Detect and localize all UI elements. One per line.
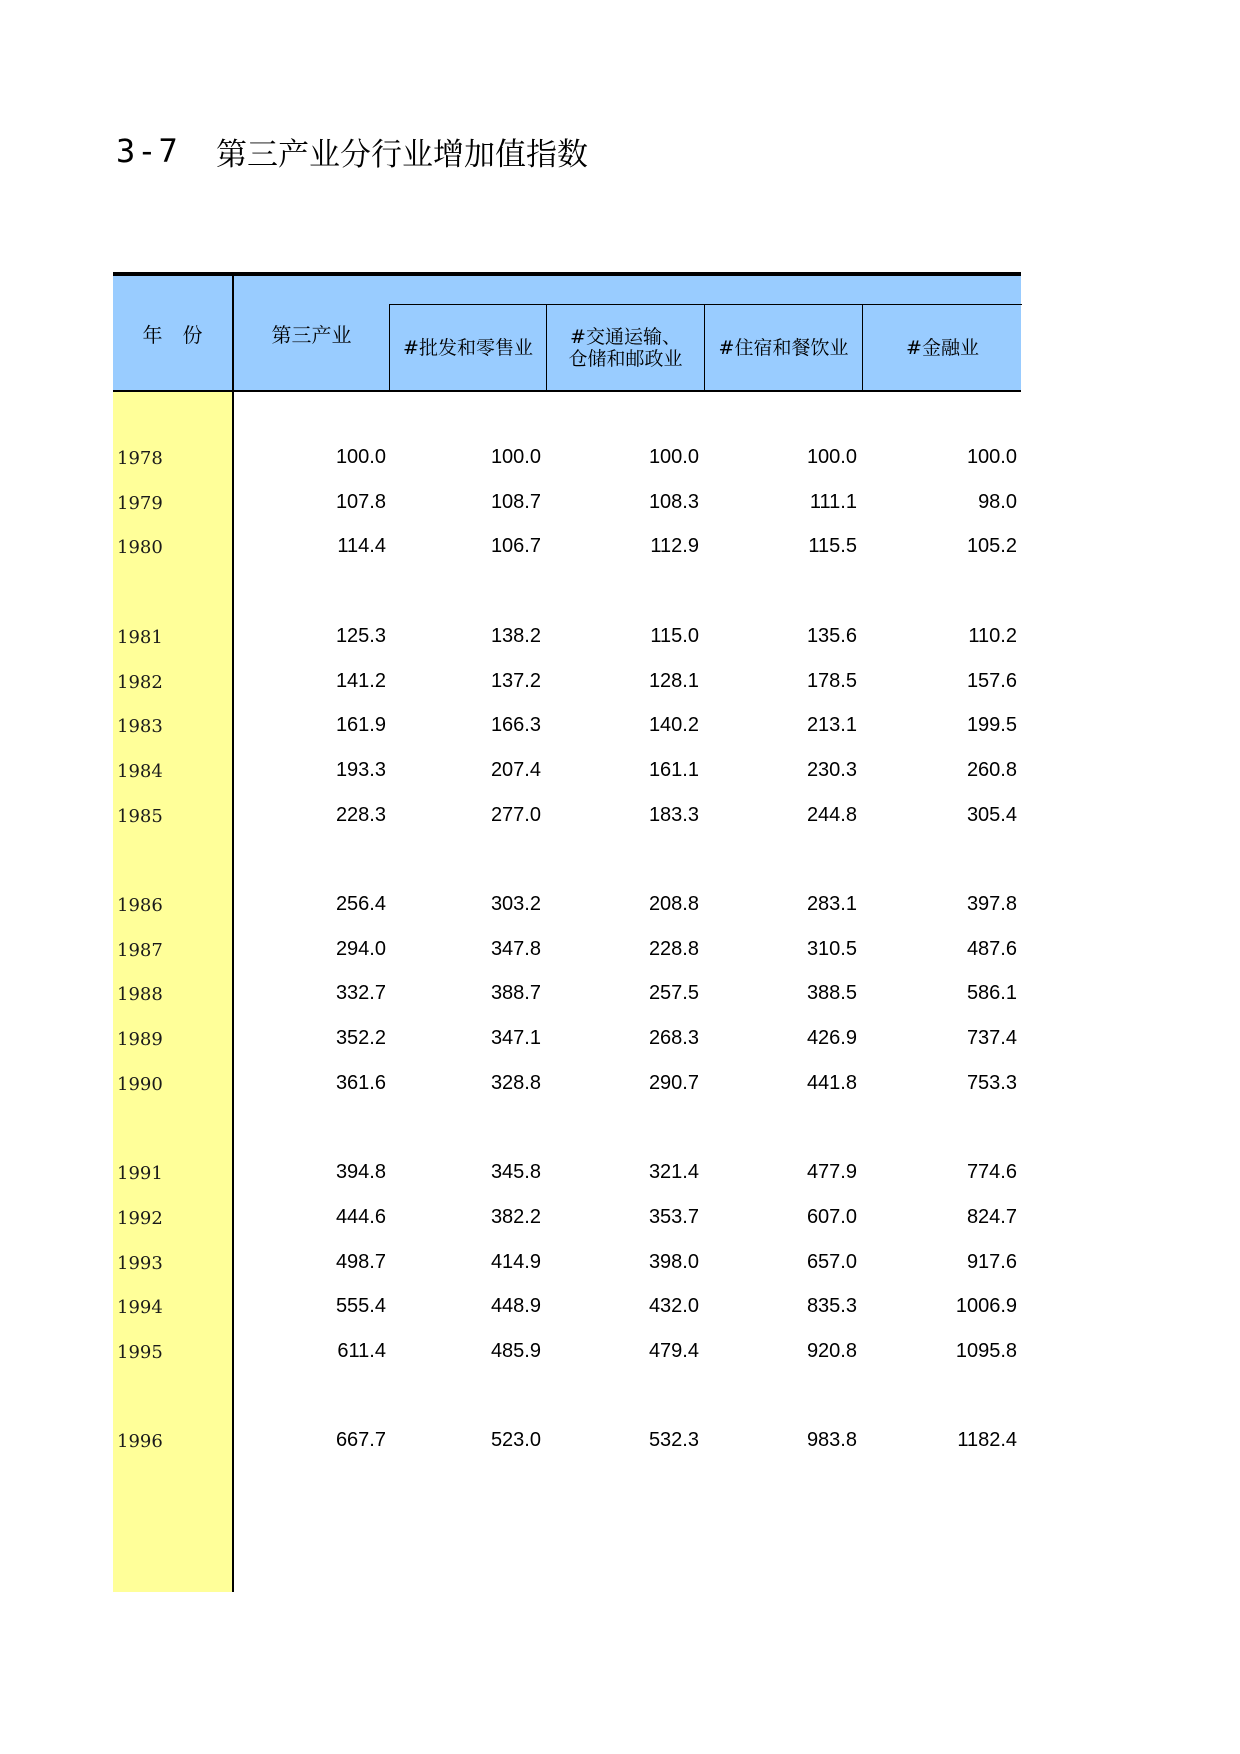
transport-value-cell: 161.1 — [648, 758, 699, 781]
wholesale-value-cell: 303.2 — [490, 893, 541, 915]
tertiary-value-cell: 256.4 — [335, 893, 386, 915]
wholesale-value-cell: 277.0 — [490, 803, 541, 826]
table-row — [113, 1289, 1021, 1329]
year-cell: 1983 — [117, 716, 163, 738]
table-row — [113, 887, 1021, 927]
data-table — [113, 272, 1021, 1592]
finance-value-cell: 100.0 — [966, 446, 1017, 468]
table-row — [113, 485, 1021, 525]
year-cell: 1980 — [117, 537, 163, 559]
table-row — [113, 664, 1021, 704]
tertiary-value-cell: 555.4 — [335, 1295, 386, 1318]
finance-value-cell: 98.0 — [978, 490, 1017, 513]
table-header — [113, 272, 1021, 392]
tertiary-value-cell: 611.4 — [337, 1340, 386, 1362]
transport-value-cell: 257.5 — [648, 982, 699, 1005]
hotels-value-cell: 426.9 — [806, 1027, 857, 1050]
wholesale-value-cell: 448.9 — [490, 1295, 541, 1318]
hotels-value-cell: 388.5 — [806, 982, 857, 1005]
finance-value-cell: 397.8 — [966, 893, 1017, 915]
finance-value-cell: 737.4 — [966, 1027, 1017, 1050]
tertiary-value-cell: 294.0 — [335, 937, 386, 960]
year-cell: 1992 — [117, 1207, 163, 1229]
table-row — [113, 1334, 1021, 1374]
tertiary-value-cell: 114.4 — [337, 535, 386, 558]
wholesale-value-cell: 485.9 — [490, 1340, 541, 1362]
transport-value-cell: 321.4 — [648, 1161, 699, 1184]
finance-value-cell: 1182.4 — [957, 1429, 1017, 1452]
wholesale-value-cell: 137.2 — [490, 669, 541, 692]
hotels-value-cell: 477.9 — [806, 1161, 857, 1184]
hotels-value-cell: 213.1 — [806, 714, 857, 737]
transport-value-cell: 183.3 — [648, 803, 699, 826]
wholesale-value-cell: 414.9 — [490, 1250, 541, 1273]
header-hotels-catering: #住宿和餐饮业 — [704, 304, 862, 391]
year-cell: 1982 — [117, 671, 163, 693]
table-row — [113, 708, 1021, 748]
header-year: 年 份 — [113, 276, 234, 390]
table-body — [113, 392, 1021, 1592]
tertiary-value-cell: 125.3 — [335, 624, 386, 647]
wholesale-value-cell: 207.4 — [490, 758, 541, 781]
table-row — [113, 798, 1021, 838]
hotels-value-cell: 100.0 — [806, 446, 857, 468]
tertiary-value-cell: 100.0 — [335, 446, 386, 468]
finance-value-cell: 110.2 — [968, 624, 1017, 647]
hotels-value-cell: 178.5 — [806, 669, 857, 692]
finance-value-cell: 1095.8 — [955, 1340, 1017, 1362]
transport-value-cell: 290.7 — [648, 1071, 699, 1094]
header-transport-line2: 仓储和邮政业 — [568, 348, 683, 370]
year-cell: 1986 — [117, 895, 163, 916]
header-finance: #金融业 — [862, 304, 1022, 391]
table-row — [113, 619, 1021, 659]
transport-value-cell: 532.3 — [648, 1429, 699, 1452]
finance-value-cell: 753.3 — [966, 1071, 1017, 1094]
finance-value-cell: 824.7 — [966, 1205, 1017, 1228]
wholesale-value-cell: 138.2 — [490, 624, 541, 647]
hotels-value-cell: 310.5 — [806, 937, 857, 960]
hotels-value-cell: 657.0 — [806, 1250, 857, 1273]
transport-value-cell: 115.0 — [650, 624, 699, 647]
year-cell: 1994 — [117, 1297, 163, 1319]
tertiary-value-cell: 394.8 — [335, 1161, 386, 1184]
hotels-value-cell: 920.8 — [806, 1340, 857, 1362]
year-cell: 1985 — [117, 805, 163, 827]
year-cell: 1995 — [117, 1342, 163, 1363]
header-transport — [546, 304, 704, 391]
hotels-value-cell: 835.3 — [806, 1295, 857, 1318]
finance-value-cell: 774.6 — [966, 1161, 1017, 1184]
header-transport-line1: #交通运输、 — [570, 326, 681, 348]
hotels-value-cell: 283.1 — [806, 893, 857, 915]
table-row — [113, 1066, 1021, 1106]
year-cell: 1996 — [117, 1431, 163, 1453]
transport-value-cell: 108.3 — [648, 490, 699, 513]
wholesale-value-cell: 388.7 — [490, 982, 541, 1005]
tertiary-value-cell: 361.6 — [335, 1071, 386, 1094]
year-cell: 1993 — [117, 1252, 163, 1274]
transport-value-cell: 112.9 — [650, 535, 699, 558]
hotels-value-cell: 441.8 — [806, 1071, 857, 1094]
transport-value-cell: 432.0 — [648, 1295, 699, 1318]
hotels-value-cell: 111.1 — [809, 490, 857, 513]
year-cell: 1990 — [117, 1073, 163, 1095]
hotels-value-cell: 115.5 — [808, 535, 857, 558]
tertiary-value-cell: 107.8 — [335, 490, 386, 513]
tertiary-value-cell: 161.9 — [335, 714, 386, 737]
wholesale-value-cell: 106.7 — [490, 535, 541, 558]
tertiary-value-cell: 444.6 — [335, 1205, 386, 1228]
year-cell: 1978 — [117, 448, 163, 469]
transport-value-cell: 128.1 — [648, 669, 699, 692]
page-title — [116, 128, 588, 174]
year-cell: 1984 — [117, 760, 163, 782]
table-row — [113, 1423, 1021, 1463]
finance-value-cell: 157.6 — [966, 669, 1017, 692]
tertiary-value-cell: 228.3 — [335, 803, 386, 826]
hotels-value-cell: 230.3 — [806, 758, 857, 781]
header-wholesale-retail: #批发和零售业 — [389, 304, 546, 391]
year-cell: 1987 — [117, 939, 163, 961]
table-row — [113, 440, 1021, 480]
transport-value-cell: 228.8 — [648, 937, 699, 960]
table-row — [113, 753, 1021, 793]
transport-value-cell: 100.0 — [648, 446, 699, 468]
table-row — [113, 1021, 1021, 1061]
wholesale-value-cell: 347.8 — [490, 937, 541, 960]
transport-value-cell: 268.3 — [648, 1027, 699, 1050]
table-title: 第三产业分行业增加值指数 — [216, 136, 588, 173]
table-row — [113, 1155, 1021, 1195]
hotels-value-cell: 607.0 — [806, 1205, 857, 1228]
transport-value-cell: 479.4 — [648, 1340, 699, 1362]
year-cell: 1988 — [117, 984, 163, 1006]
header-tertiary-industry: 第三产业 — [271, 322, 352, 347]
table-row — [113, 976, 1021, 1016]
transport-value-cell: 353.7 — [648, 1205, 699, 1228]
finance-value-cell: 917.6 — [966, 1250, 1017, 1273]
tertiary-value-cell: 667.7 — [335, 1429, 386, 1452]
table-row — [113, 1200, 1021, 1240]
transport-value-cell: 398.0 — [648, 1250, 699, 1273]
finance-value-cell: 260.8 — [966, 758, 1017, 781]
wholesale-value-cell: 523.0 — [490, 1429, 541, 1452]
year-cell: 1991 — [117, 1163, 163, 1185]
hotels-value-cell: 244.8 — [806, 803, 857, 826]
wholesale-value-cell: 382.2 — [490, 1205, 541, 1228]
wholesale-value-cell: 345.8 — [490, 1161, 541, 1184]
wholesale-value-cell: 347.1 — [490, 1027, 541, 1050]
tertiary-value-cell: 332.7 — [335, 982, 386, 1005]
hotels-value-cell: 983.8 — [806, 1429, 857, 1452]
wholesale-value-cell: 100.0 — [490, 446, 541, 468]
tertiary-value-cell: 498.7 — [335, 1250, 386, 1273]
finance-value-cell: 305.4 — [966, 803, 1017, 826]
year-cell: 1979 — [117, 492, 163, 514]
transport-value-cell: 140.2 — [648, 714, 699, 737]
table-row — [113, 529, 1021, 569]
tertiary-value-cell: 141.2 — [335, 669, 386, 692]
wholesale-value-cell: 166.3 — [490, 714, 541, 737]
finance-value-cell: 487.6 — [966, 937, 1017, 960]
year-cell: 1981 — [117, 626, 163, 648]
year-cell: 1989 — [117, 1029, 163, 1051]
tertiary-value-cell: 193.3 — [335, 758, 386, 781]
hotels-value-cell: 135.6 — [806, 624, 857, 647]
table-number: 3-7 — [116, 132, 180, 170]
finance-value-cell: 1006.9 — [955, 1295, 1017, 1318]
finance-value-cell: 586.1 — [966, 982, 1017, 1005]
wholesale-value-cell: 328.8 — [490, 1071, 541, 1094]
table-row — [113, 932, 1021, 972]
transport-value-cell: 208.8 — [648, 893, 699, 915]
finance-value-cell: 199.5 — [966, 714, 1017, 737]
table-row — [113, 1245, 1021, 1285]
tertiary-value-cell: 352.2 — [335, 1027, 386, 1050]
finance-value-cell: 105.2 — [966, 535, 1017, 558]
wholesale-value-cell: 108.7 — [490, 490, 541, 513]
